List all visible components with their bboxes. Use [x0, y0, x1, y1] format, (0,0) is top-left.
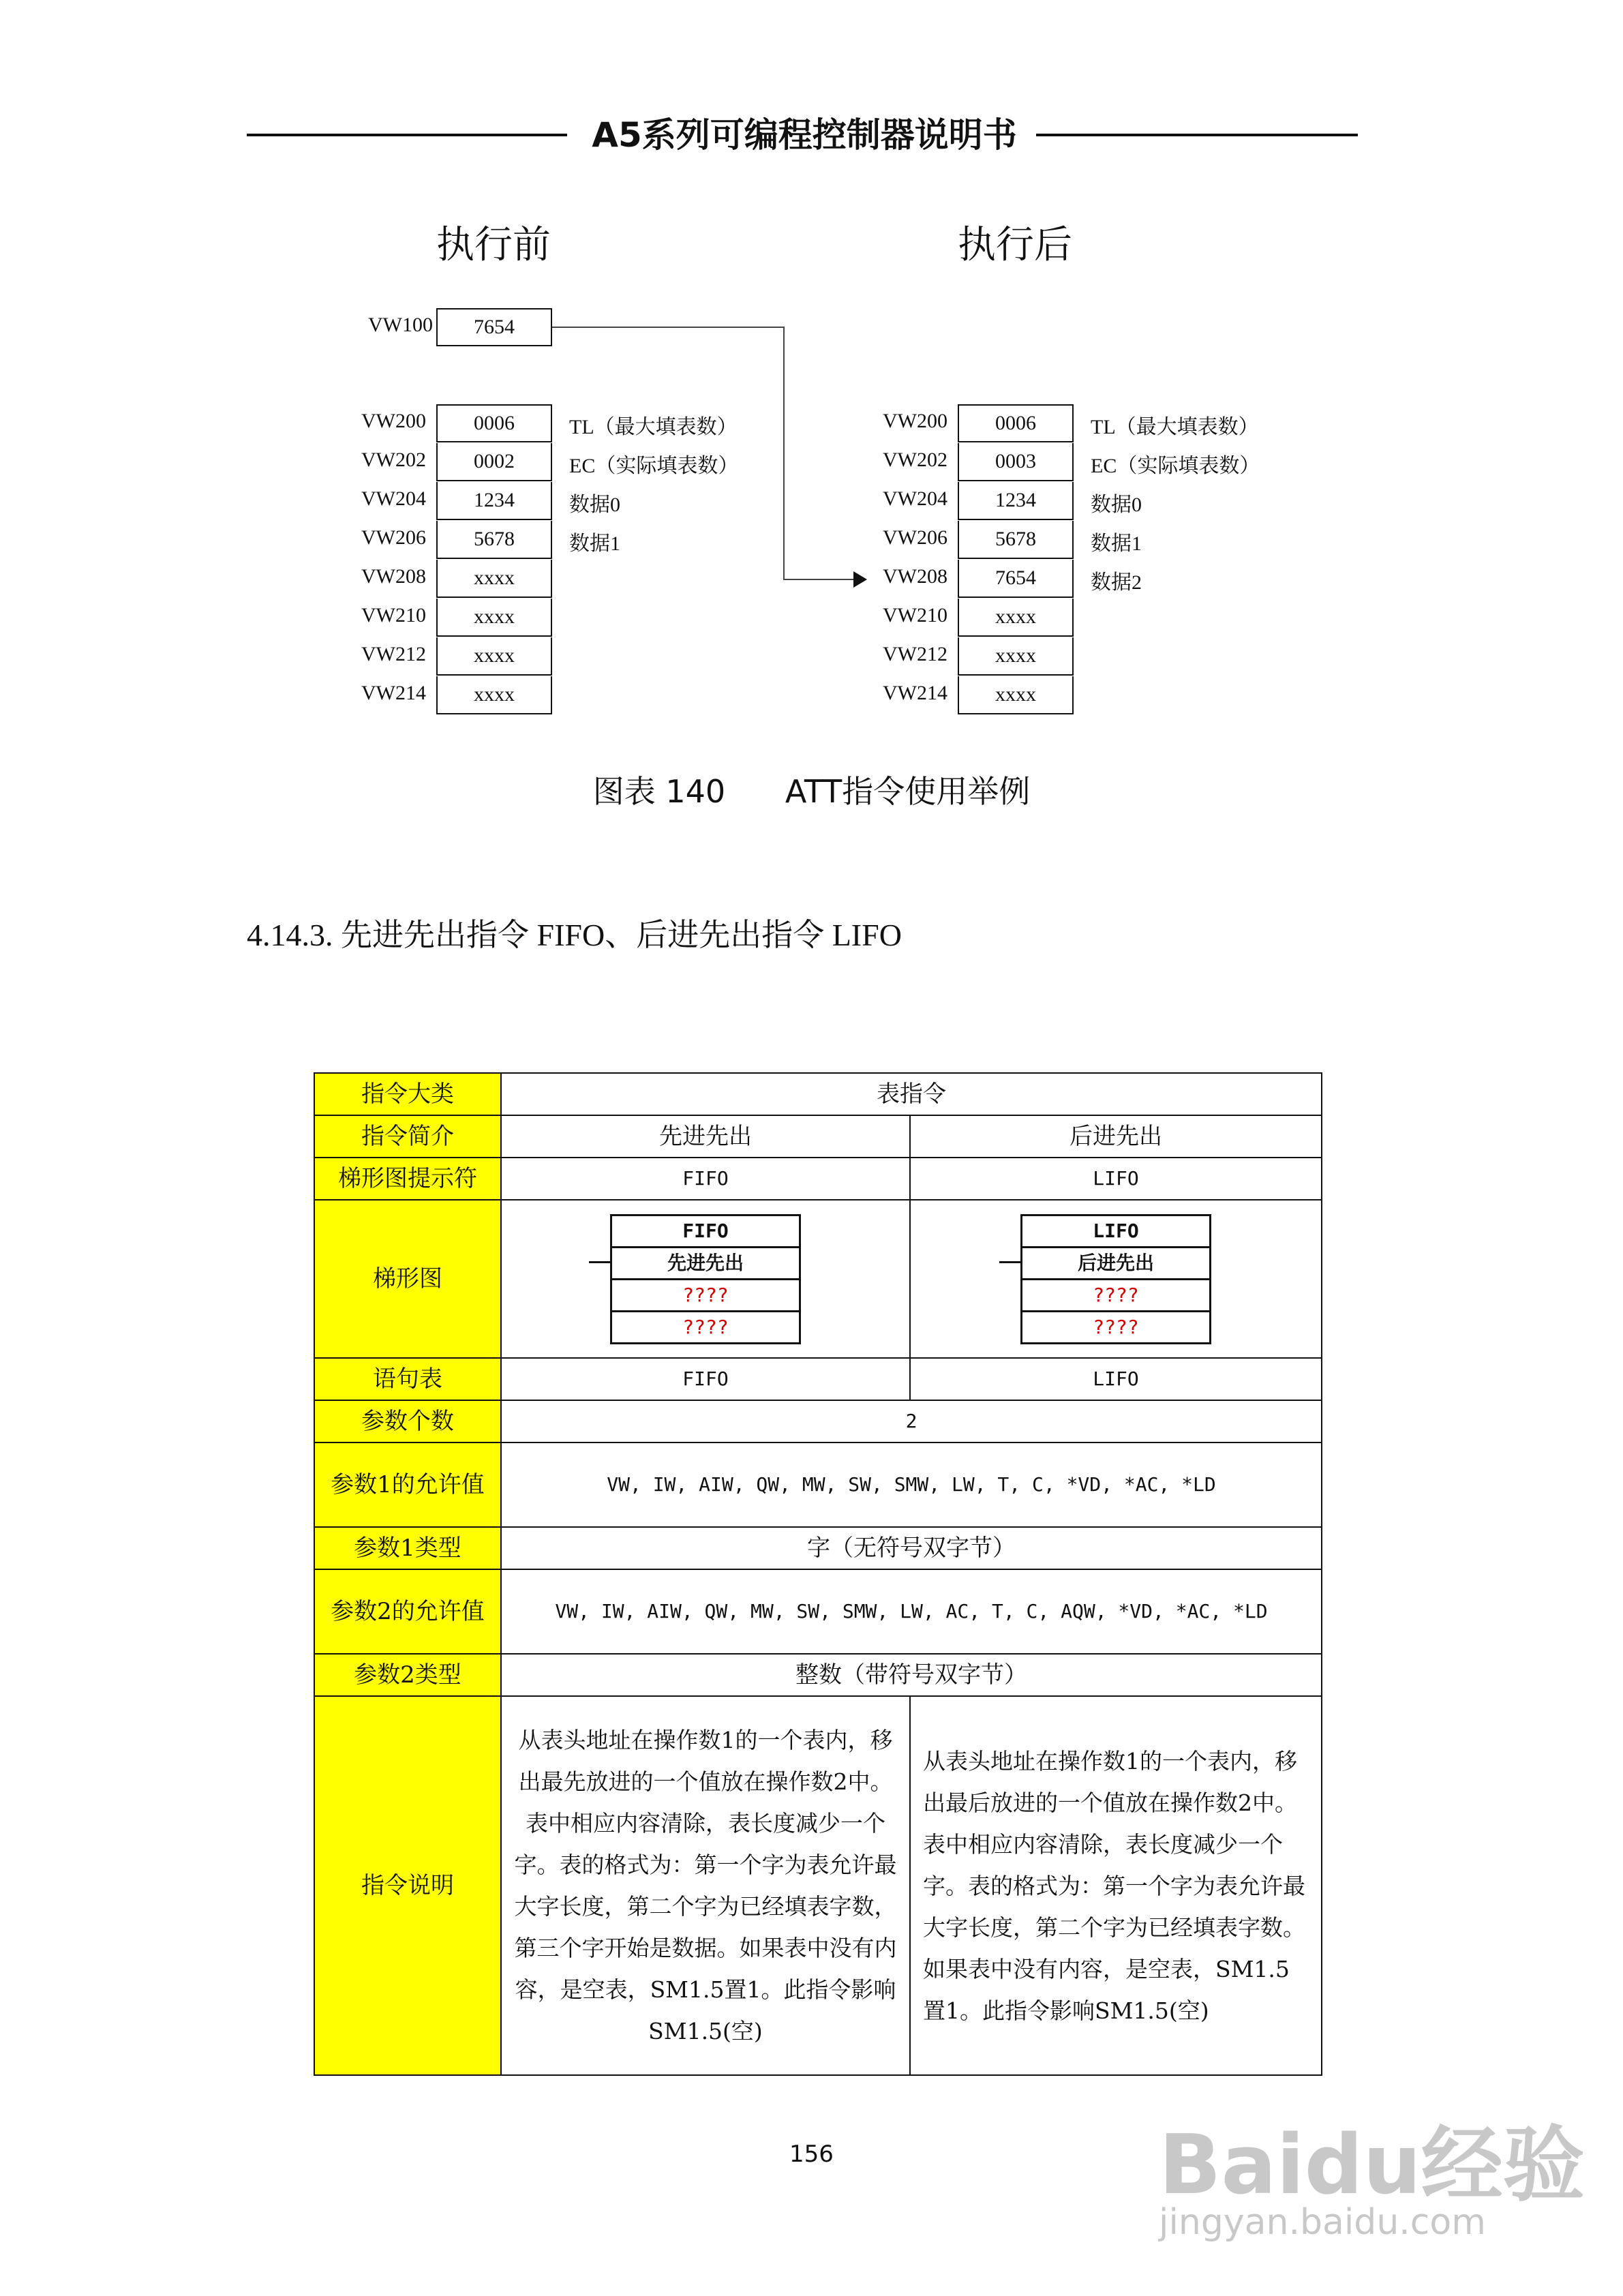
register-label: VW212	[361, 643, 426, 665]
header-cell: 参数2的允许值	[314, 1569, 501, 1654]
header-cell: 梯形图提示符	[314, 1158, 501, 1200]
block-label: 后进先出	[1022, 1248, 1209, 1280]
register-label: VW202	[883, 449, 947, 471]
register-value: 1234	[958, 482, 1074, 520]
param2-placeholder: ????	[682, 1315, 729, 1338]
register-label: VW204	[883, 487, 947, 510]
row-param-count	[314, 1400, 1322, 1442]
register-note: 数据0	[569, 494, 620, 516]
register-label: VW208	[361, 565, 426, 588]
header-cell: 指令说明	[314, 1696, 501, 2075]
register-value: xxxx	[958, 599, 1074, 637]
param1-placeholder: ????	[1022, 1280, 1209, 1312]
register-value: xxxx	[436, 560, 552, 598]
register-note: TL（最大填表数）	[1091, 416, 1259, 438]
register-label: VW200	[361, 410, 426, 432]
row-stl	[314, 1358, 1322, 1400]
header-cell: 语句表	[314, 1358, 501, 1400]
row-ladder-symbol	[314, 1158, 1322, 1200]
param1-placeholder: ????	[612, 1280, 799, 1312]
header-cell: 指令大类	[314, 1073, 501, 1115]
page-number: 156	[789, 2141, 834, 2168]
fifo-cell: 先进先出	[501, 1115, 910, 1158]
watermark-logo: Baidu经验	[1159, 2118, 1585, 2213]
lifo-description: 从表头地址在操作数1的一个表内，移出最后放进的一个值放在操作数2中。表中相应内容清除，表长度减少一个字。表的格式为：第一个字为表允许最大字长度，第二个字为已经填表字数。如果表中没有内容，是空表，SM1.5置1。此指令影响SM1.5(空)	[910, 1696, 1322, 2075]
fifo-ladder-block	[610, 1214, 801, 1344]
register-value: 0002	[436, 443, 552, 481]
register-value: xxxx	[436, 599, 552, 637]
register-value: 5678	[436, 521, 552, 559]
value-cell: 2	[501, 1400, 1322, 1442]
section-title: 4.14.3. 先进先出指令 FIFO、后进先出指令 LIFO	[247, 918, 902, 952]
register-label: VW206	[361, 526, 426, 549]
input-wire	[999, 1261, 1022, 1263]
register-note: 数据1	[1091, 532, 1142, 555]
figure-caption: 图表 140 ATT指令使用举例	[592, 773, 1031, 810]
register-label: VW206	[883, 526, 947, 549]
header-cell: 指令简介	[314, 1115, 501, 1158]
register-label: VW202	[361, 449, 426, 471]
fifo-ladder-cell	[501, 1200, 910, 1358]
register-value: xxxx	[436, 676, 552, 714]
row-param1-type	[314, 1527, 1322, 1569]
register-label: VW210	[361, 604, 426, 626]
block-label: 先进先出	[612, 1248, 799, 1280]
header-cell: 梯形图	[314, 1200, 501, 1358]
lifo-cell: 后进先出	[910, 1115, 1322, 1158]
register-value: xxxx	[958, 676, 1074, 714]
fifo-description: 从表头地址在操作数1的一个表内，移出最先放进的一个值放在操作数2中。表中相应内容清除，表长度减少一个字。表的格式为：第一个字为表允许最大字长度，第二个字为已经填表字数，第三个字开始是数据。如果表中没有内容，是空表，SM1.5置1。此指令影响SM1.5(空)	[501, 1696, 910, 2075]
input-wire	[589, 1261, 612, 1263]
register-note: 数据1	[569, 532, 620, 555]
header-cell: 参数2类型	[314, 1654, 501, 1696]
value-cell: 表指令	[501, 1073, 1322, 1115]
value-cell: VW, IW, AIW, QW, MW, SW, SMW, LW, T, C, *VD, *AC, *LD	[501, 1442, 1322, 1527]
value-cell: 整数（带符号双字节）	[501, 1654, 1322, 1696]
register-note: 数据2	[1091, 571, 1142, 594]
register-label: VW204	[361, 487, 426, 510]
lifo-cell: LIFO	[910, 1358, 1322, 1400]
lifo-ladder-block	[1020, 1214, 1211, 1344]
param2-placeholder: ????	[1093, 1315, 1139, 1338]
fifo-cell: FIFO	[501, 1358, 910, 1400]
row-description	[314, 1696, 1322, 2075]
register-label: VW212	[883, 643, 947, 665]
after-title: 执行后	[958, 223, 1072, 267]
register-note: EC（实际填表数）	[569, 455, 739, 477]
block-name: FIFO	[612, 1216, 799, 1248]
register-value: 5678	[958, 521, 1074, 559]
source-label: VW100	[368, 314, 433, 336]
register-value: 1234	[436, 482, 552, 520]
row-category	[314, 1073, 1322, 1115]
header-cell: 参数个数	[314, 1400, 501, 1442]
transfer-arrow	[0, 0, 1623, 750]
row-param1-allowed	[314, 1442, 1322, 1527]
register-note: TL（最大填表数）	[569, 416, 738, 438]
block-name: LIFO	[1022, 1216, 1209, 1248]
row-brief	[314, 1115, 1322, 1158]
fifo-cell: FIFO	[501, 1158, 910, 1200]
register-value: xxxx	[958, 637, 1074, 676]
row-ladder	[314, 1200, 1322, 1358]
row-param2-type	[314, 1654, 1322, 1696]
row-param2-allowed	[314, 1569, 1322, 1654]
register-value: 0003	[958, 443, 1074, 481]
value-cell: 字（无符号双字节）	[501, 1527, 1322, 1569]
before-title: 执行前	[436, 223, 551, 267]
register-note: EC（实际填表数）	[1091, 455, 1260, 477]
register-value: xxxx	[436, 637, 552, 676]
register-value: 0006	[958, 404, 1074, 442]
value-cell: VW, IW, AIW, QW, MW, SW, SMW, LW, AC, T, C, AQW, *VD, *AC, *LD	[501, 1569, 1322, 1654]
header-cell: 参数1类型	[314, 1527, 501, 1569]
source-box: 7654	[436, 308, 552, 346]
header-cell: 参数1的允许值	[314, 1442, 501, 1527]
lifo-ladder-cell	[910, 1200, 1322, 1358]
lifo-cell: LIFO	[910, 1158, 1322, 1200]
register-label: VW200	[883, 410, 947, 432]
header-title: A5系列可编程控制器说明书	[592, 115, 1017, 155]
register-label: VW214	[361, 682, 426, 704]
register-label: VW214	[883, 682, 947, 704]
register-value: 7654	[958, 560, 1074, 598]
watermark-url: jingyan.baidu.com	[1159, 2202, 1486, 2243]
register-value: 0006	[436, 404, 552, 442]
instruction-table	[314, 1072, 1322, 2076]
register-label: VW210	[883, 604, 947, 626]
register-note: 数据0	[1091, 494, 1142, 516]
register-label: VW208	[883, 565, 947, 588]
